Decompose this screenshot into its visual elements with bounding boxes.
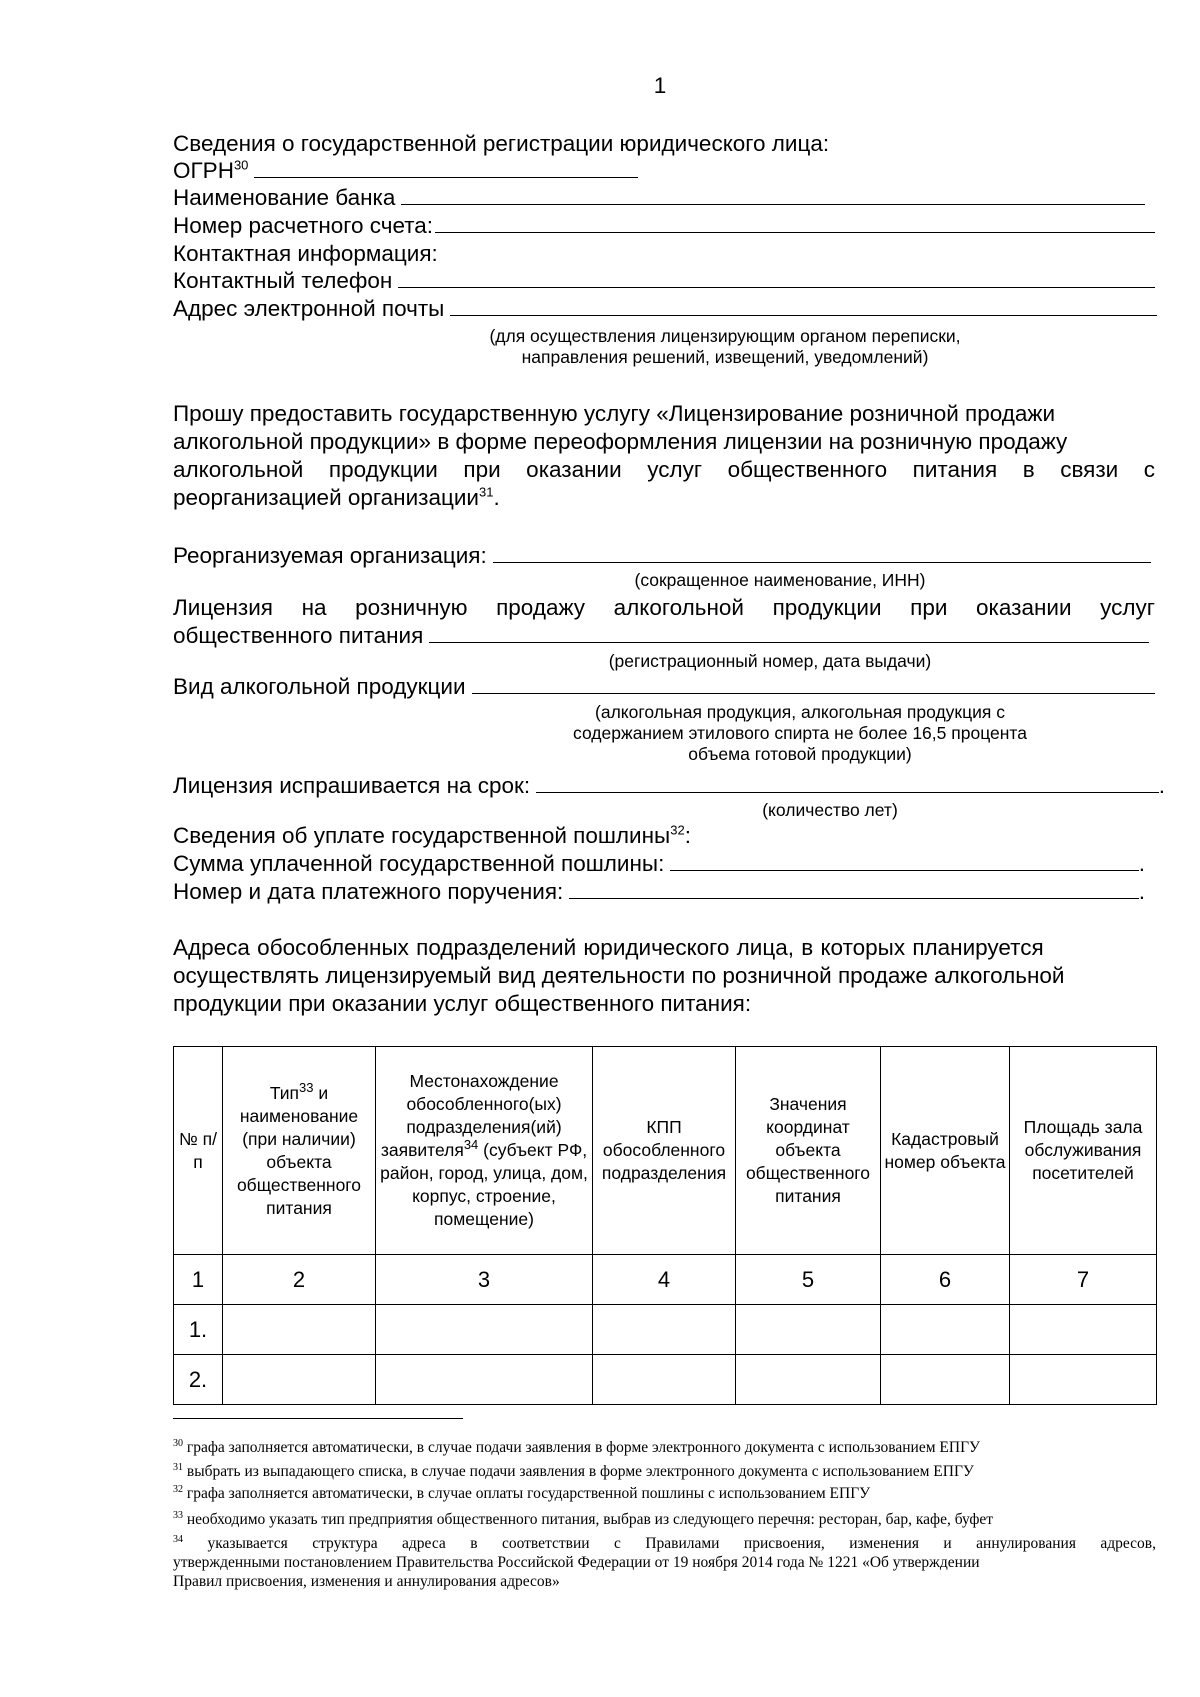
footnote-ref-33: 33 [299,1079,314,1095]
alcohol-type-row [173,673,1155,701]
bank-field[interactable] [401,186,1145,205]
term-row: Лицензия испрашивается на срок: . [173,773,1165,798]
footnote-ref-32: 32 [670,822,685,838]
reorg-org-label: Реорганизуемая организация: [173,543,487,568]
bank-row [173,184,1145,212]
request-line-4: реорганизацией организации$^{31}$. [173,484,500,510]
table-cell[interactable] [881,1355,1010,1405]
column-number: 4 [593,1255,736,1305]
header-location: Местонахождение обособленного(ых) подразделения(ий) заявителя$^{34}$ (субъект РФ, район, город, улица, дом, корпус, строение, помещение) [376,1047,593,1255]
request-line-1: Прошу предоставить государственную услугу «Лицензирование розничной продажи [173,401,1056,426]
license-row [173,622,1149,650]
bank-label: Наименование банка [173,185,396,210]
column-number: 5 [736,1255,881,1305]
email-label: Адрес электронной почты [173,296,445,321]
table-cell[interactable] [593,1305,736,1355]
table-cell[interactable] [1010,1355,1157,1405]
table-cell[interactable] [736,1355,881,1405]
request-line-3: алкогольной продукции при оказании услуг общественного питания в связи с [173,457,1155,482]
reorg-org-field[interactable] [493,544,1151,563]
account-label: Номер расчетного счета: [173,213,434,238]
ogrn-row [173,157,643,185]
phone-row [173,267,1155,295]
alcohol-type-label: Вид алкогольной продукции [173,674,466,699]
fee-sum-label: Сумма уплаченной государственной пошлины: [173,851,665,876]
fee-sum-row: Сумма уплаченной государственной пошлины: . [173,851,1145,876]
fee-sum-field[interactable] [670,852,1138,871]
footnote-33: $^{33}$ необходимо указать тип предприятия общественного питания, выбрав из следующего перечня: ресторан, бар, кафе, буфет [173,1509,994,1528]
footnote-separator [173,1418,463,1419]
account-row [173,212,1155,240]
column-number: 6 [881,1255,1010,1305]
column-number: 7 [1010,1255,1157,1305]
term-hint: (количество лет) [762,800,898,820]
column-number: 1 [174,1255,223,1305]
header-type: Тип$^{33}$ и наименование (при наличии) объекта общественного питания [223,1047,376,1255]
table-cell[interactable] [223,1305,376,1355]
addresses-line-1: Адреса обособленных подразделений юридического лица, в которых планируется [173,935,1044,960]
addresses-line-3: продукции при оказании услуг общественного питания: [173,991,752,1016]
table-cell[interactable] [376,1355,593,1405]
phone-label: Контактный телефон [173,268,393,293]
table-header-row [174,1047,1157,1255]
request-line-2: алкогольной продукции» в форме переоформления лицензии на розничную продажу [173,429,1068,454]
fee-heading: Сведения об уплате государственной пошлины$^{32}$: [173,822,691,848]
alcohol-type-field[interactable] [472,675,1155,694]
table-numbering-row [174,1255,1157,1305]
license-line-1: Лицензия на розничную продажу алкогольной продукции при оказании услуг [173,595,1155,620]
license-label: общественного питания [173,623,424,648]
fee-order-field[interactable] [569,880,1138,899]
contact-heading: Контактная информация: [173,241,438,266]
phone-field[interactable] [398,269,1155,288]
subdivisions-table [173,1046,1157,1405]
reorg-org-row [173,542,1151,570]
row-number: 1. [174,1305,223,1355]
account-field[interactable] [435,214,1155,233]
reorg-org-hint: (сокращенное наименование, ИНН) [634,570,926,590]
alcohol-type-hint: (алкогольная продукция, алкогольная продукция с содержанием этилового спирта не более 16,5 процента объема готовой продукции) [573,702,1027,764]
footnote-32: $^{32}$ графа заполняется автоматически, в случае оплаты государственной пошлины с использованием ЕПГУ [173,1483,871,1502]
header-number: № п/п [174,1047,223,1255]
footnote-ref-34: 34 [463,1137,479,1153]
row-number: 2. [174,1355,223,1405]
ogrn-label: ОГРН$^{30}$ [173,157,249,183]
footnote-30: $^{30}$ графа заполняется автоматически, в случае подачи заявления в форме электронного документа с использованием ЕПГУ [173,1437,981,1456]
table-cell[interactable] [223,1355,376,1405]
fee-order-label: Номер и дата платежного поручения: [173,879,564,904]
table-cell[interactable] [1010,1305,1157,1355]
email-field[interactable] [450,297,1157,316]
footnote-ref-31: 31 [479,484,494,500]
term-field[interactable] [536,774,1159,793]
license-field[interactable] [429,624,1149,643]
fee-order-row: Номер и дата платежного поручения: . [173,879,1145,904]
page-number: 1 [653,73,667,98]
registration-heading: Сведения о государственной регистрации юридического лица: [173,131,830,156]
table-row [174,1305,1157,1355]
table-cell[interactable] [593,1355,736,1405]
ogrn-field[interactable] [254,159,638,178]
license-hint: (регистрационный номер, дата выдачи) [608,651,932,671]
footnote-31: $^{31}$ выбрать из выпадающего списка, в случае подачи заявления в форме электронного документа с использованием ЕПГУ [173,1461,974,1480]
table-cell[interactable] [881,1305,1010,1355]
header-cadastral: Кадастровый номер объекта [881,1047,1010,1255]
email-row [173,295,1157,323]
header-area: Площадь зала обслуживания посетителей [1010,1047,1157,1255]
column-number: 2 [223,1255,376,1305]
table-cell[interactable] [376,1305,593,1355]
column-number: 3 [376,1255,593,1305]
term-label: Лицензия испрашивается на срок: [173,773,531,798]
table-cell[interactable] [736,1305,881,1355]
table-row [174,1355,1157,1405]
addresses-line-2: осуществлять лицензируемый вид деятельности по розничной продаже алкогольной [173,963,1065,988]
header-kpp: КПП обособленного подразделения [593,1047,736,1255]
email-hint: (для осуществления лицензирующим органом переписки, направления решений, извещений, уведомлений) [489,326,961,367]
header-coordinates: Значения координат объекта общественного питания [736,1047,881,1255]
footnote-34: $^{34}$ указывается структура адреса в соответствии с Правилами присвоения, изменения и аннулирования адресов, утвержденными постановлением Правительства Российской Федерации от 19 ноября 2014 года № 1221 «Об утверждении Правил присвоения, изменения и аннулирования адресов» [173,1533,1156,1590]
footnote-ref-30: 30 [233,157,249,173]
